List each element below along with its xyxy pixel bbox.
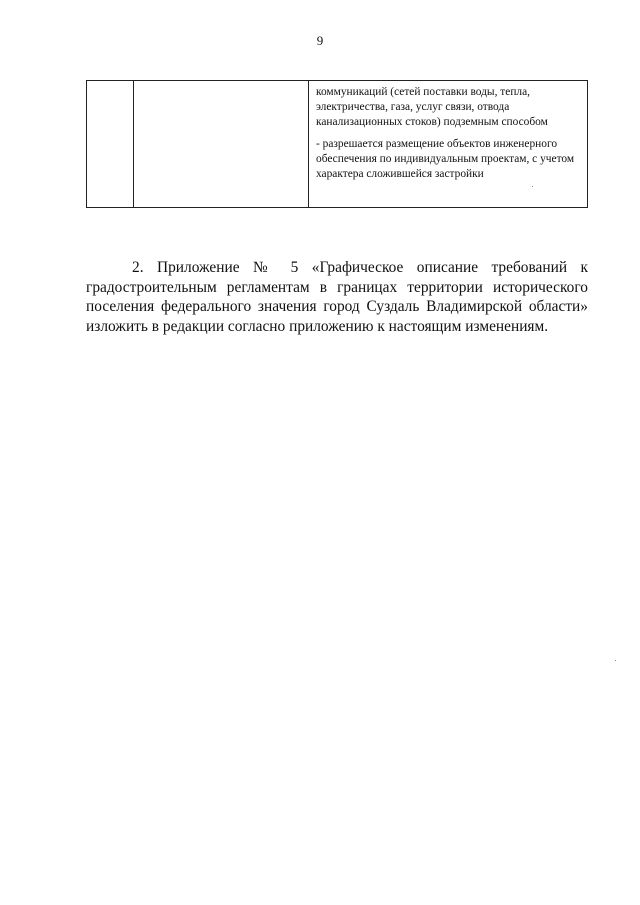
table-cell-paragraph: - разрешается размещение объектов инженерного обеспечения по индивидуальным проектам, с учетом характера сложившейся застройки xyxy=(316,137,575,181)
requirements-table xyxy=(86,80,588,208)
scan-speck xyxy=(532,186,533,187)
body-paragraph: 2. Приложение № 5 «Графическое описание требований к градостроительным регламентам в границах территории исторического поселения федерального значения город Суздаль Владимирской области» изложить в редакции согласно приложению к настоящим изменениям. xyxy=(86,259,588,335)
table-cell-requirements xyxy=(316,85,578,182)
table-cell-paragraph: коммуникаций (сетей поставки воды, тепла, электричества, газа, услуг связи, отвода канализационных стоков) подземным способом xyxy=(316,86,548,129)
table-column-divider xyxy=(133,81,134,207)
page-number: 9 xyxy=(316,33,324,48)
scan-speck xyxy=(615,660,616,661)
table-column-divider xyxy=(308,81,309,207)
